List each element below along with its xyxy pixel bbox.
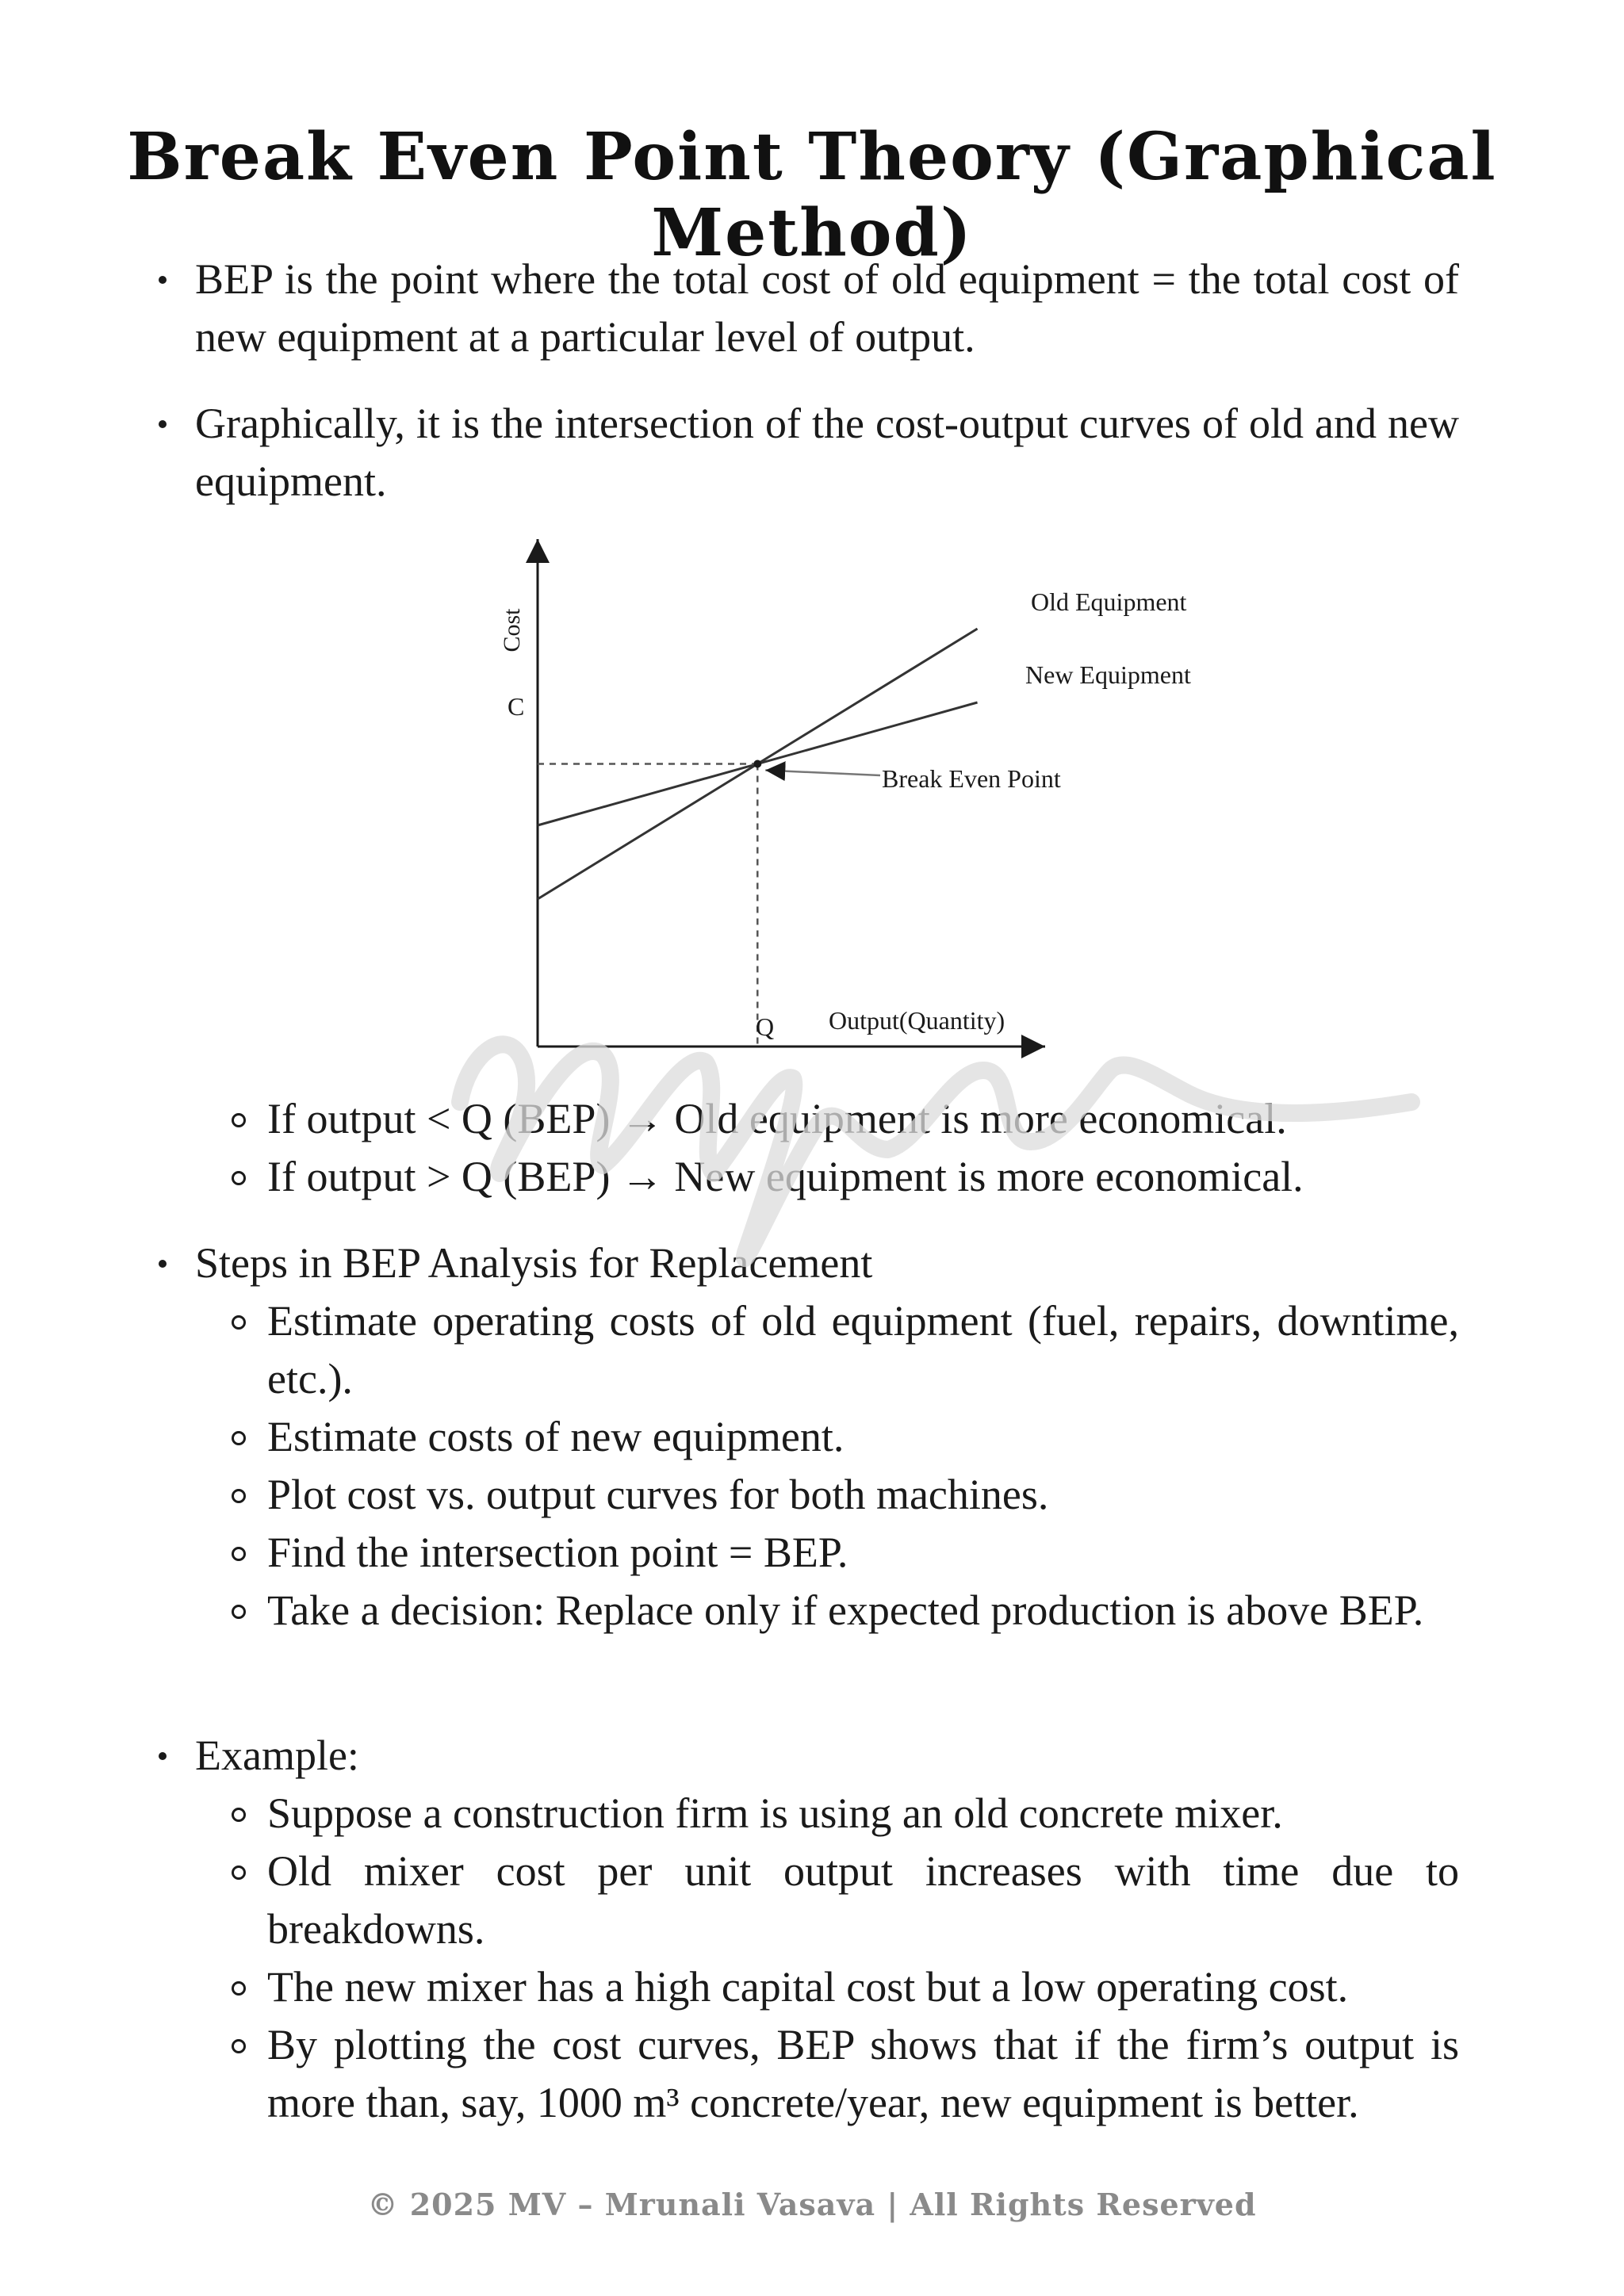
page-title: Break Even Point Theory (Graphical Method)	[127, 119, 1497, 271]
example-heading: Example:	[195, 1732, 359, 1779]
bullet-dot	[159, 420, 167, 428]
step-item: Take a decision: Replace only if expected production is above BEP.	[267, 1586, 1424, 1634]
break-even-point-label: Break Even Point	[882, 764, 1061, 793]
step-item: Estimate operating costs of old equipment (fuel, repairs, downtime, etc.).	[267, 1297, 1459, 1402]
example-item: Suppose a construction firm is using an old concrete mixer.	[267, 1789, 1283, 1837]
bullet-dot	[159, 1260, 167, 1268]
break-even-point-pointer	[765, 771, 880, 776]
outcome-new-economical: If output > Q (BEP) → New equipment is more economical.	[267, 1153, 1304, 1200]
series-label-old-equipment: Old Equipment	[1031, 587, 1187, 616]
step-item: Find the intersection point = BEP.	[267, 1529, 848, 1576]
outcome-old-economical: If output < Q (BEP) → Old equipment is more economical.	[267, 1095, 1287, 1142]
example-item: The new mixer has a high capital cost but a low operating cost.	[267, 1963, 1349, 2011]
copyright-footer: © 2025 MV – Mrunali Vasava | All Rights Reserved	[367, 2187, 1257, 2222]
step-item: Estimate costs of new equipment.	[267, 1413, 845, 1460]
sub-bullet-circle	[232, 1547, 246, 1561]
sub-bullet-circle	[232, 1808, 246, 1822]
steps-heading: Steps in BEP Analysis for Replacement	[195, 1239, 873, 1287]
sub-bullet-circle	[232, 1171, 246, 1185]
step-item: Plot cost vs. output curves for both machines.	[267, 1471, 1049, 1518]
cost-c-label: C	[508, 692, 525, 721]
break-even-point-marker	[753, 760, 761, 768]
output-q-label: Q	[756, 1012, 775, 1041]
bullet-dot	[159, 276, 167, 284]
sub-bullet-circle	[232, 1315, 246, 1330]
sub-bullet-circle	[232, 1605, 246, 1619]
sub-bullet-circle	[232, 1431, 246, 1445]
x-axis-label: Output(Quantity)	[829, 1006, 1005, 1035]
sub-bullet-circle	[232, 1981, 246, 1996]
sub-bullet-circle	[232, 1866, 246, 1880]
bullet-bep-definition: BEP is the point where the total cost of old equipment = the total cost of new equipment at a particular level of output.	[195, 255, 1459, 361]
sub-bullet-circle	[232, 1489, 246, 1503]
sub-bullet-circle	[232, 1113, 246, 1127]
signature-watermark	[444, 936, 1427, 1332]
y-axis-label: Cost	[499, 608, 525, 652]
bullet-graphically: Graphically, it is the intersection of the cost-output curves of old and new equipment.	[195, 400, 1459, 505]
series-label-new-equipment: New Equipment	[1025, 660, 1191, 689]
bullet-dot	[159, 1752, 167, 1760]
sub-bullet-circle	[232, 2039, 246, 2053]
example-item: By plotting the cost curves, BEP shows that if the firm’s output is more than, say, 1000 m³ concrete/year, new equipment is better.	[267, 2021, 1459, 2126]
example-item: Old mixer cost per unit output increases with time due to breakdowns.	[267, 1847, 1459, 1953]
